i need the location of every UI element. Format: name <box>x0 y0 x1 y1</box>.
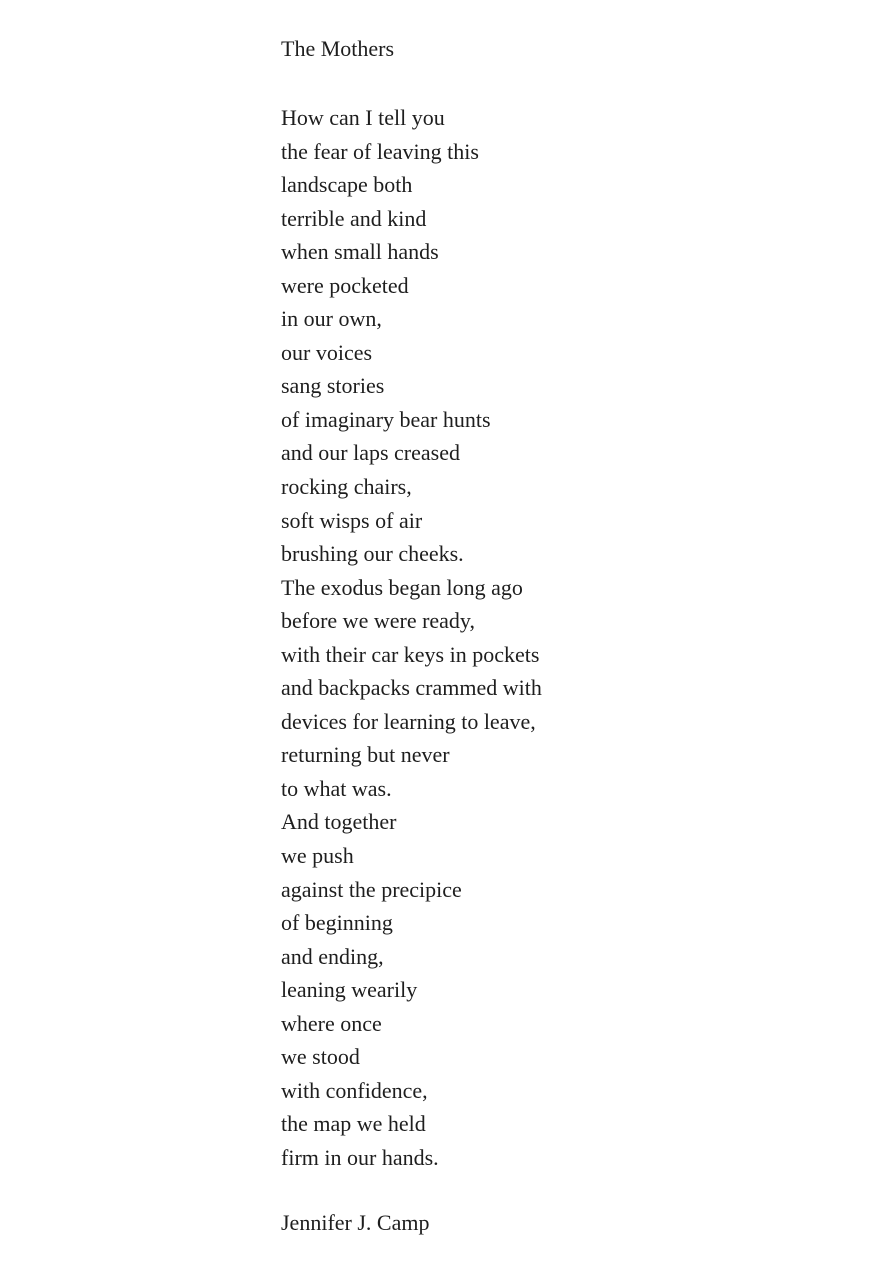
poem-line: soft wisps of air <box>281 507 423 533</box>
poem-line: How can I tell you <box>281 105 445 130</box>
poem-author: Jennifer J. Camp <box>281 1210 430 1235</box>
poem-line: against the precipice <box>281 876 462 902</box>
poem-line: with their car keys in pockets <box>281 641 540 667</box>
poem-line: we push <box>281 843 354 869</box>
poem-line: the fear of leaving this <box>281 138 479 164</box>
poem-line: rocking chairs, <box>281 474 412 500</box>
poem-line: terrible and kind <box>281 205 427 231</box>
poem-line: landscape both <box>281 172 413 198</box>
poem-line: and our laps creased <box>281 440 460 466</box>
poem-body <box>281 101 542 1175</box>
poem-line: The exodus began long ago <box>281 574 523 600</box>
poem-line: where once <box>281 1010 382 1036</box>
poem-line: and ending, <box>281 943 384 969</box>
poem-line: when small hands <box>281 239 439 265</box>
poem-line: devices for learning to leave, <box>281 708 536 734</box>
poem-line: and backpacks crammed with <box>281 675 542 701</box>
poem-line: of beginning <box>281 910 393 936</box>
poem-line: with confidence, <box>281 1077 428 1103</box>
poem-line: firm in our hands. <box>281 1144 439 1170</box>
poem-line: of imaginary bear hunts <box>281 406 491 432</box>
poem-line: the map we held <box>281 1111 426 1137</box>
poem-line: our voices <box>281 339 373 365</box>
poem-line: leaning wearily <box>281 977 418 1003</box>
poem-line: sang stories <box>281 373 385 399</box>
poem-line: And together <box>281 809 397 835</box>
poem-line: in our own, <box>281 306 382 332</box>
poem-line: were pocketed <box>281 272 409 298</box>
poem-line: before we were ready, <box>281 608 476 634</box>
poem-line: brushing our cheeks. <box>281 541 464 567</box>
poem-title: The Mothers <box>281 36 395 61</box>
poem-line: we stood <box>281 1044 360 1070</box>
poem-line: to what was. <box>281 775 392 801</box>
poem-line: returning but never <box>281 742 450 768</box>
